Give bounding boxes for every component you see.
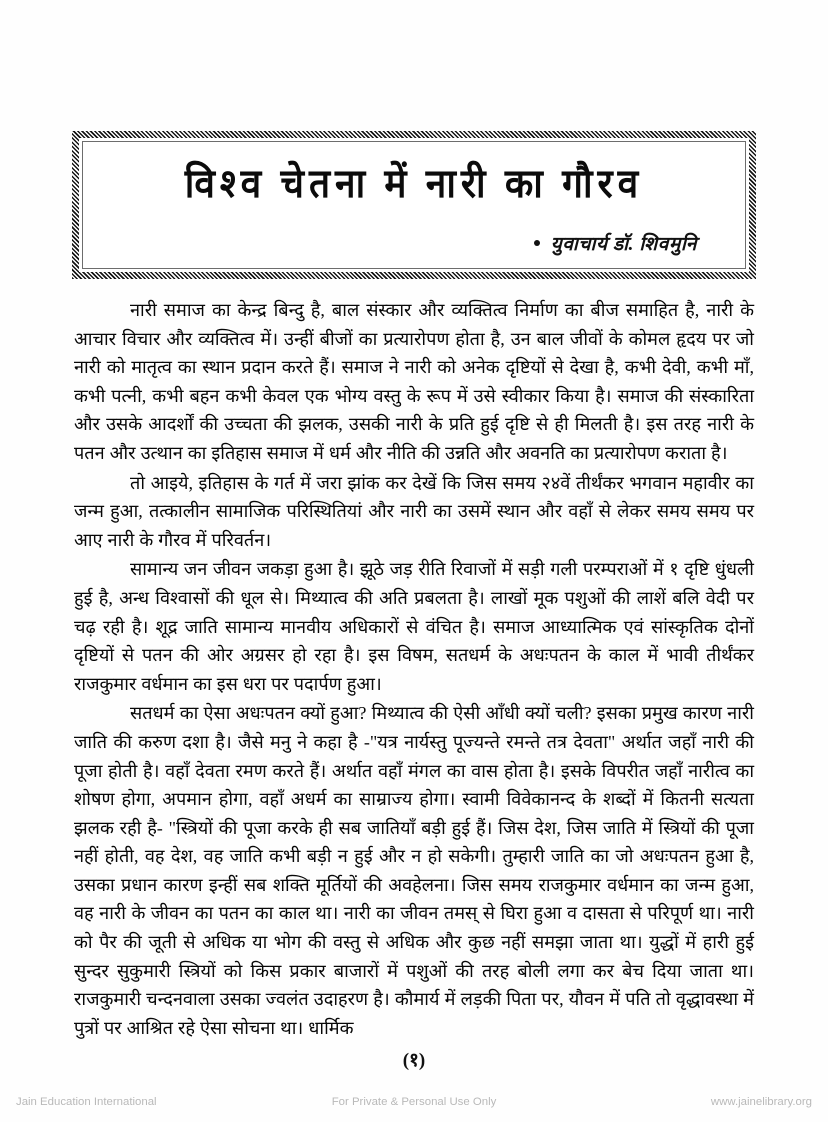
author-name: युवाचार्य डॉ. शिवमुनि <box>550 234 697 255</box>
page-footer <box>0 1091 828 1113</box>
bullet-icon <box>534 240 540 246</box>
paragraph: सामान्य जन जीवन जकड़ा हुआ है। झूठे जड़ रीति रिवाजों में सड़ी गली परम्पराओं में १ दृष्टि धुंधली हुई है, अन्ध विश्वासों की धूल से। मिथ्यात्व की अति प्रबलता है। लाखों मूक पशुओं की लाशें बलि वेदी पर चढ़ रही है। शूद्र जाति सामान्य मानवीय अधिकारों से वंचित है। समाज आध्यात्मिक एवं सांस्कृतिक दोनों दृष्टियों से पतन की ओर अग्रसर हो रहा है। इस विषम, सतधर्म के अधःपतन के काल में भावी तीर्थंकर राजकुमार वर्धमान का इस धरा पर पदार्पण हुआ। <box>74 559 754 694</box>
footer-organization: Jain Education International <box>16 1096 157 1108</box>
author-byline <box>534 230 697 256</box>
page-number: (१) <box>402 1050 426 1071</box>
page-title: विश्व चेतना में नारी का गौरव <box>184 162 644 207</box>
footer-website-url[interactable]: www.jainelibrary.org <box>710 1096 812 1108</box>
paragraph: सतधर्म का ऐसा अधःपतन क्यों हुआ? मिथ्यात्व की ऐसी आँधी क्यों चली? इसका प्रमुख कारण नारी जाति की करुण दशा है। जैसे मनु ने कहा है -"यत्र नार्यस्तु पूज्यन्ते रमन्ते तत्र देवता" अर्थात जहाँ नारी की पूजा होती है। वहाँ देवता रमण करते हैं। अर्थात वहाँ मंगल का वास होता है। इसके विपरीत जहाँ नारीत्व का शोषण होगा, अपमान होगा, वहाँ अधर्म का साम्राज्य होगा। स्वामी विवेकानन्द के शब्दों में कितनी सत्यता झलक रही है- "स्त्रियों की पूजा करके ही सब जातियाँ बड़ी हुई हैं। जिस देश, जिस जाति में स्त्रियों की पूजा नहीं होती, वह देश, वह जाति कभी बड़ी न हुई और न हो सकेगी। तुम्हारी जाति का जो अधःपतन हुआ है, उसका प्रधान कारण इन्हीं सब शक्ति मूर्तियों की अवहेलना। जिस समय राजकुमार वर्धमान का जन्म हुआ, वह नारी के जीवन का पतन का काल था। नारी का जीवन तमस् से घिरा हुआ व दासता से परिपूर्ण था। नारी को पैर की जूती से अधिक या भोग की वस्तु से अधिक और कुछ नहीं समझा जाता था। युद्धों में हारी हुई सुन्दर सुकुमारी स्त्रियों को किस प्रकार बाजारों में पशुओं की तरह बोली लगा कर बेच दिया जाता था। राजकुमारी चन्दनवाला उसका ज्वलंत उदाहरण है। कौमार्य में लड़की पिता पर, यौवन में पति तो वृद्धावस्था में पुत्रों पर आश्रित रहे ऐसा सोचना था। धार्मिक <box>74 703 754 1038</box>
title-banner <box>72 131 756 279</box>
paragraph: तो आइये, इतिहास के गर्त में जरा झांक कर देखें कि जिस समय २४वें तीर्थंकर भगवान महावीर का जन्म हुआ, तत्कालीन सामाजिक परिस्थितियां और नारी का उसमें स्थान और वहाँ से लेकर समय समय पर आए नारी के गौरव में परिवर्तन। <box>74 472 754 550</box>
footer-usage-notice: For Private & Personal Use Only <box>331 1096 497 1108</box>
title-banner-inner <box>82 141 746 269</box>
paragraph: नारी समाज का केन्द्र बिन्दु है, बाल संस्कार और व्यक्तित्व निर्माण का बीज समाहित है, नारी के आचार विचार और व्यक्तित्व में। उन्हीं बीजों का प्रत्यारोपण होता है, उन बाल जीवों के कोमल हृदय पर जो नारी को मातृत्व का स्थान प्रदान करते हैं। समाज ने नारी को अनेक दृष्टियों से देखा है, कभी देवी, कभी माँ, कभी पत्नी, कभी बहन कभी केवल एक भोग्य वस्तु के रूप में उसे स्वीकार किया है। समाज की संस्कारिता और उसके आदर्शों की उच्चता की झलक, उसकी नारी के प्रति हुई दृष्टि से ही मिलती है। इस तरह नारी के पतन और उत्थान का इतिहास समाज में धर्म और नीति की उन्नति और अवनति का प्रत्यारोपण कराता है। <box>74 300 754 463</box>
body-text <box>74 296 754 1042</box>
